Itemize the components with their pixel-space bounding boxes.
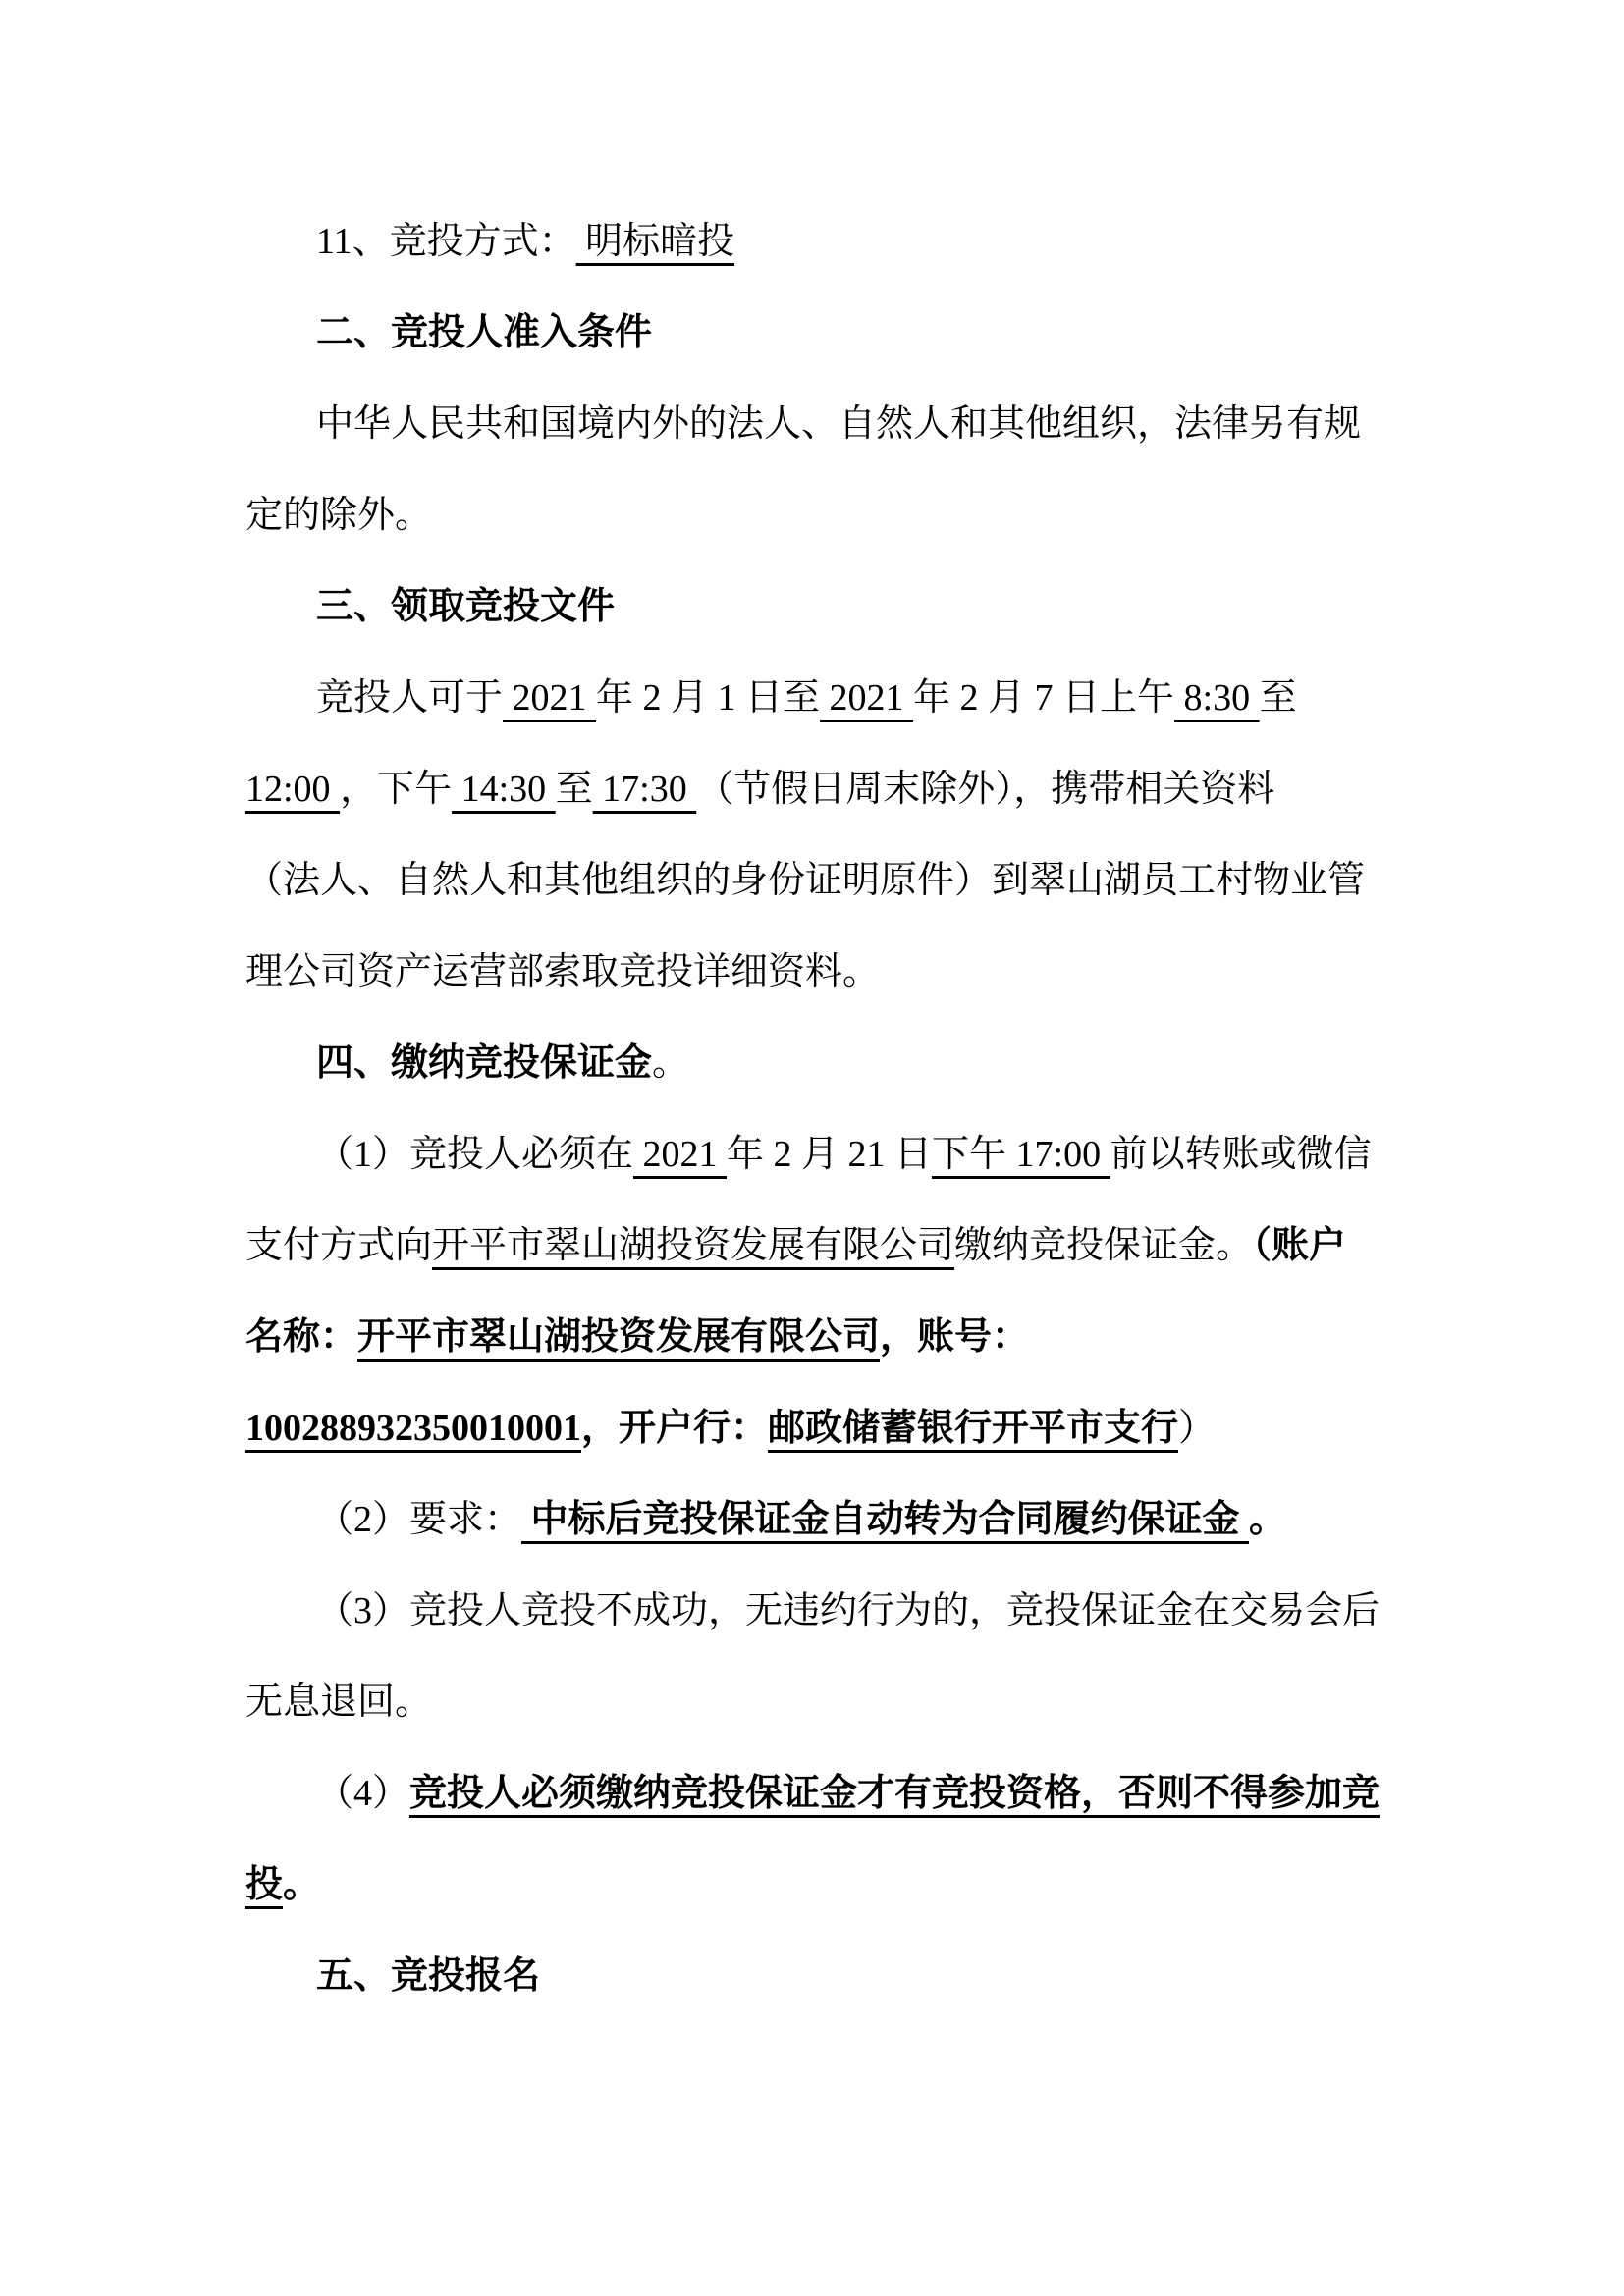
text-run: 14:30 [452,769,556,810]
text-run: 2021 [503,677,597,719]
text-run: 二、竞投人准入条件 [316,312,653,353]
text-run: 年 2 月 7 日上午 [913,677,1175,719]
text-run: （法人、自然人和其他组织的身份证明原件）到翠山湖员工村物业管 [245,860,1366,901]
text-run: 邮政储蓄银行开平市支行 [768,1408,1179,1449]
text-run: 开平市翠山湖投资发展有限公司 [432,1225,955,1266]
document-line [245,1931,1355,2022]
text-run: （账户 [1253,1225,1347,1266]
text-run: 缴纳竞投保证金。 [954,1225,1254,1266]
text-run: 竞投人可于 [316,677,504,719]
document-line [245,1018,1355,1109]
text-run: 支付方式向 [245,1225,433,1266]
document-line [245,561,1355,653]
text-run: 名称： [245,1316,358,1358]
document-line [245,927,1355,1018]
text-run: 下午 17:00 [932,1134,1110,1175]
text-run: 至 [555,769,593,810]
document-line [245,1201,1355,1292]
text-run: （2）要求： [316,1499,522,1540]
document-line [245,653,1355,744]
text-run: 。 [1249,1499,1287,1540]
text-run: 竞投人必须缴纳竞投保证金才有竞投资格，否则不得参加竞 [409,1773,1380,1814]
document-line [245,1474,1355,1566]
document-line [245,1383,1355,1474]
text-run: 12:00 [245,769,341,810]
text-run: 100288932350010001 [245,1408,581,1449]
text-run: （1）竞投人必须在 [316,1134,634,1175]
document-line [245,379,1362,470]
text-run: 11、竞投方式： [316,221,576,262]
text-run: （4） [316,1773,410,1814]
text-run: 四、缴纳竞投保证金 [316,1042,653,1084]
document-line [245,1657,1355,1748]
text-run: ） [1178,1408,1217,1449]
document-line [245,288,1355,379]
text-run: 至 [1259,677,1297,719]
document-line [245,835,1366,927]
text-run: 五、竞投报名 [316,1955,541,1997]
text-run: 前以转账或微信 [1110,1134,1372,1175]
text-run: ，下午 [340,769,453,810]
text-run: 无息退回。 [245,1682,433,1723]
text-run: 定的除外。 [245,495,433,536]
text-run: 年 2 月 21 日 [727,1134,933,1175]
document-body [245,196,1380,2022]
text-run: （3）竞投人竞投不成功，无违约行为的，竞投保证金在交易会后 [316,1590,1380,1631]
text-run: 投 [245,1864,284,1905]
text-run: ，账号： [880,1316,1030,1358]
text-run: 年 2 月 1 日至 [596,677,821,719]
text-run: 2021 [633,1134,728,1175]
document-line [245,196,1355,288]
document-line [245,1840,1355,1931]
text-run: 三、领取竞投文件 [316,586,616,627]
document-line [245,744,1355,835]
text-run: 中标后竞投保证金自动转为合同履约保证金 [521,1499,1250,1540]
text-run: ，开户行： [581,1408,769,1449]
text-run: 17:30 [592,769,697,810]
text-run: 理公司资产运营部索取竞投详细资料。 [245,951,881,992]
document-line [245,1748,1380,1840]
text-run: 。 [652,1042,690,1084]
text-run: 中华人民共和国境内外的法人、自然人和其他组织，法律另有规 [316,403,1362,445]
text-run: 2021 [820,677,914,719]
text-run: 8:30 [1174,677,1260,719]
text-run: 明标暗投 [575,221,735,262]
document-line [245,470,1355,561]
text-run: （节假日周末除外），携带相关资料 [696,769,1275,810]
document-line [245,1292,1355,1383]
text-run: 。 [283,1864,321,1905]
document-line [245,1566,1380,1657]
document-line [245,1109,1372,1201]
text-run: 开平市翠山湖投资发展有限公司 [357,1316,881,1358]
